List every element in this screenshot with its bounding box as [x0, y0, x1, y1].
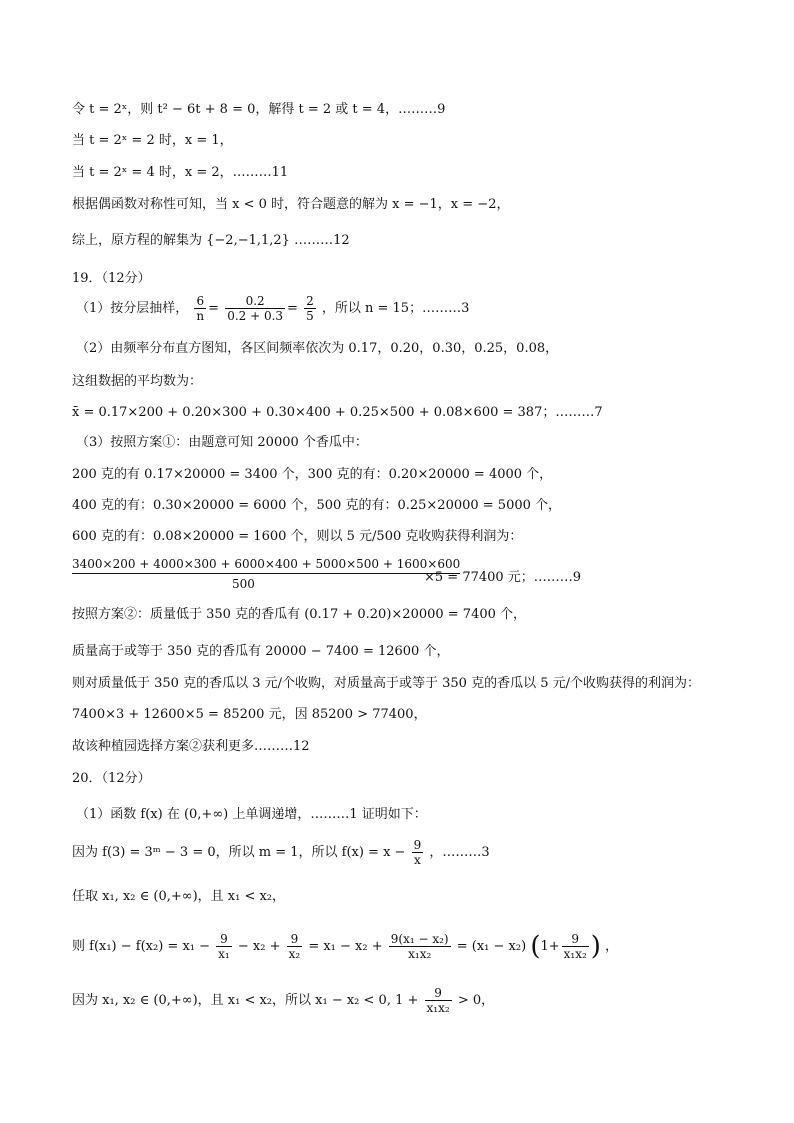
fraction-numerator: 6	[194, 294, 206, 309]
fraction-denominator: x₁x₂	[563, 947, 587, 961]
text-line: 当 t = 2ˣ = 4 时，x = 2，………11	[72, 165, 289, 180]
fraction-denominator: x	[414, 853, 421, 867]
text-line: 质量高于或等于 350 克的香瓜有 20000 − 7400 = 12600 个，	[72, 644, 450, 659]
fraction-numerator: 0.2	[225, 294, 285, 309]
fraction-denominator: x₁x₂	[426, 1001, 450, 1015]
text-line: 则对质量低于 350 克的香瓜以 3 元/个收购，对质量高于或等于 350 克的香瓜以 5 元/个收购获得的利润为：	[72, 676, 700, 691]
fraction-denominator: 0.2 + 0.3	[227, 309, 284, 323]
text-line: 任取 x₁, x₂ ∈ (0,+∞)，且 x₁ < x₂，	[72, 889, 286, 904]
fraction-denominator: n	[196, 309, 205, 323]
text-line: 综上，原方程的解集为 {−2,−1,1,2} ………12	[72, 233, 350, 248]
fraction	[287, 932, 303, 961]
text-segment: 1+	[540, 939, 560, 954]
fraction	[412, 838, 424, 867]
text-line: 当 t = 2ˣ = 2 时，x = 1，	[72, 133, 233, 148]
question-heading: 19．（12分）	[72, 271, 151, 286]
text-segment: ，	[605, 939, 619, 954]
fraction	[194, 294, 206, 323]
text-segment: ，所以 n = 15；………3	[321, 301, 470, 316]
text-line: x̄ = 0.17×200 + 0.20×300 + 0.30×400 + 0.25×500 + 0.08×600 = 387；………7	[72, 405, 603, 420]
fraction-numerator: 9	[287, 932, 303, 947]
fraction	[562, 932, 589, 961]
text-segment: 因为 x₁, x₂ ∈ (0,+∞)，且 x₁ < x₂，所以 x₁ − x₂ < 0, 1 +	[72, 993, 419, 1008]
q20-line-2	[72, 838, 490, 867]
text-line: 400 克的有：0.30×20000 = 6000 个，500 克的有：0.25×20000 = 5000 个，	[72, 498, 562, 513]
text-line: 200 克的有 0.17×20000 = 3400 个，300 克的有：0.20×20000 = 4000 个，	[72, 467, 553, 482]
q20-line-4	[72, 932, 618, 961]
fraction	[304, 294, 316, 323]
text-line: （2）由频率分布直方图知，各区间频率依次为 0.17，0.20，0.30，0.25，0.08，	[76, 341, 559, 356]
text-segment: = x₁ − x₂ +	[308, 939, 383, 954]
question-heading: 20．（12分）	[72, 771, 151, 786]
fraction-numerator: 3400×200 + 4000×300 + 6000×400 + 5000×500 + 1600×600	[72, 557, 460, 574]
text-segment: ，………3	[429, 845, 490, 860]
fraction	[216, 932, 232, 961]
text-segment: > 0，	[457, 993, 495, 1008]
text-line: 按照方案②：质量低于 350 克的香瓜有 (0.17 + 0.20)×20000 = 7400 个，	[72, 607, 527, 622]
text-segment: 因为 f(3) = 3ᵐ − 3 = 0，所以 m = 1，所以 f(x) = x −	[72, 845, 406, 860]
q20-line-5	[72, 986, 494, 1015]
fraction-numerator: 9	[413, 838, 422, 852]
text-segment: − x₂ +	[237, 939, 281, 954]
text-line: （3）按照方案①：由题意可知 20000 个香瓜中：	[76, 435, 368, 450]
fraction-denominator: 500	[232, 577, 255, 591]
text-line: 故该种植园选择方案②获利更多………12	[72, 739, 310, 754]
text-line: 令 t = 2ˣ，则 t² − 6t + 8 = 0，解得 t = 2 或 t = 4，………9	[72, 102, 446, 117]
text-segment: ×5 = 77400 元；………9	[424, 570, 582, 585]
fraction-denominator: x₁x₂	[408, 947, 432, 961]
text-line: 根据偶函数对称性可知，当 x < 0 时，符合题意的解为 x = −1，x = −2，	[72, 197, 510, 212]
fraction-numerator: 9	[425, 986, 452, 1001]
large-paren: )	[590, 931, 601, 962]
text-segment: 则 f(x₁) − f(x₂) = x₁ −	[72, 939, 211, 954]
text-segment: （1）按分层抽样，	[76, 301, 189, 316]
fraction-numerator: 9	[216, 932, 232, 947]
fraction	[225, 294, 285, 323]
fraction-denominator: x₁	[218, 947, 230, 961]
text-line: 这组数据的平均数为：	[72, 374, 203, 389]
fraction-numerator: 9	[562, 932, 589, 947]
text-segment: = (x₁ − x₂)	[456, 939, 527, 954]
fraction-denominator: 5	[306, 309, 314, 323]
text-line: 600 克的有：0.08×20000 = 1600 个，则以 5 元/500 克收购获得利润为：	[72, 529, 523, 544]
fraction	[389, 932, 451, 961]
q19-part1-line: （1）按分层抽样， $\frac{6}{n}$ = $\frac{0.2}{0.2 + 0.3}$ = $\frac{2}{5}$ ，所以 n = 15；………3	[76, 294, 470, 323]
fraction	[425, 986, 452, 1015]
text-line: 7400×3 + 12600×5 = 85200 元，因 85200 > 77400，	[72, 707, 427, 722]
large-paren: (	[530, 931, 541, 962]
fraction-denominator: x₂	[288, 947, 301, 961]
fraction-numerator: 2	[306, 294, 314, 308]
text-line: （1）函数 f(x) 在 (0,+∞) 上单调递增，………1 证明如下：	[76, 807, 427, 822]
fraction-numerator: 9(x₁ − x₂)	[390, 932, 449, 946]
